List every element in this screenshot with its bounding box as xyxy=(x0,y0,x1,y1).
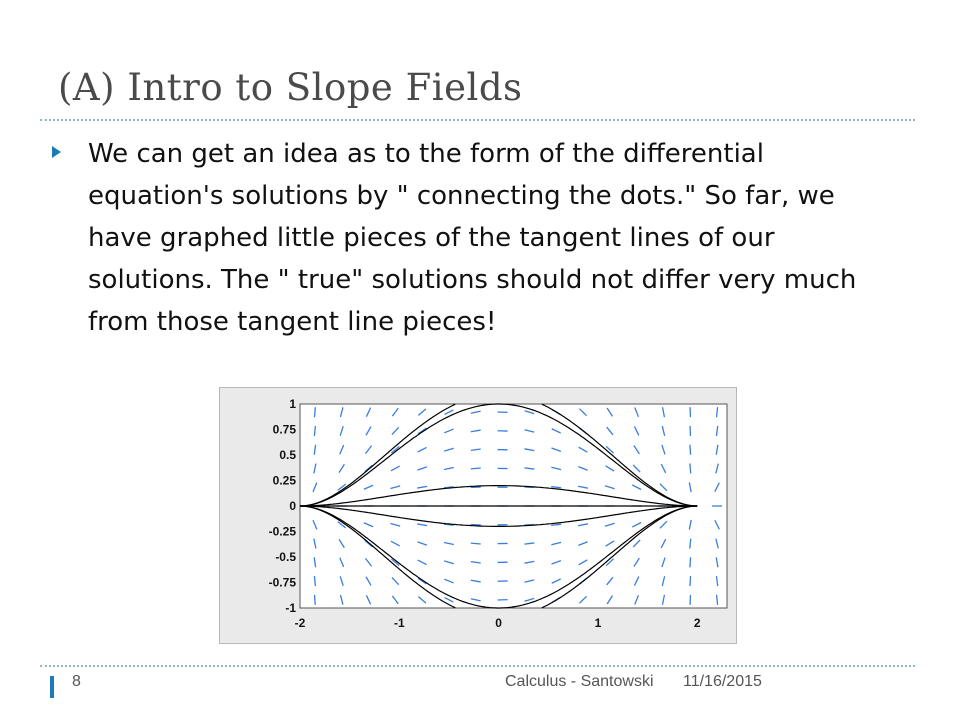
slope-segment xyxy=(314,407,315,417)
y-tick-label: 0.25 xyxy=(272,473,296,488)
footer-accent-bar xyxy=(50,676,54,698)
page-number: 8 xyxy=(72,673,81,690)
triangle-bullet-icon xyxy=(52,146,61,158)
y-tick-label: 0 xyxy=(289,499,296,513)
slope-segment xyxy=(471,468,481,469)
slope-field-chart xyxy=(220,388,738,645)
course-name: Calculus - Santowski xyxy=(505,673,654,690)
y-tick-label: 1 xyxy=(289,397,296,411)
y-tick-label: -0.75 xyxy=(268,575,296,590)
x-tick-label: 2 xyxy=(693,616,701,630)
y-tick-label: -0.25 xyxy=(268,524,296,539)
title-divider xyxy=(40,119,915,121)
slope-field-figure xyxy=(219,387,737,644)
footer-divider xyxy=(40,665,915,667)
slope-segment xyxy=(314,595,315,605)
slope-segment xyxy=(690,445,691,455)
y-tick-label: 0.75 xyxy=(272,422,296,437)
x-tick-label: 0 xyxy=(495,616,502,630)
x-tick-label: -2 xyxy=(294,616,306,630)
x-tick-label: -1 xyxy=(393,616,405,630)
x-tick-label: 1 xyxy=(594,616,602,630)
bullet-text: We can get an idea as to the form of the differential equation's solutions by " connecting the dots." So far, we have graphed little pieces of the tangent lines of our solutions. The " true" solutions should not differ very much from those tangent line pieces! xyxy=(88,139,857,337)
y-tick-label: -1 xyxy=(285,601,296,615)
y-tick-label: -0.5 xyxy=(275,550,296,564)
slide-title: (A) Intro to Slope Fields xyxy=(58,66,523,109)
slope-segment xyxy=(690,557,691,567)
slide-date: 11/16/2015 xyxy=(683,673,762,690)
y-tick-label: 0.5 xyxy=(279,448,296,462)
slope-segment xyxy=(471,543,481,544)
